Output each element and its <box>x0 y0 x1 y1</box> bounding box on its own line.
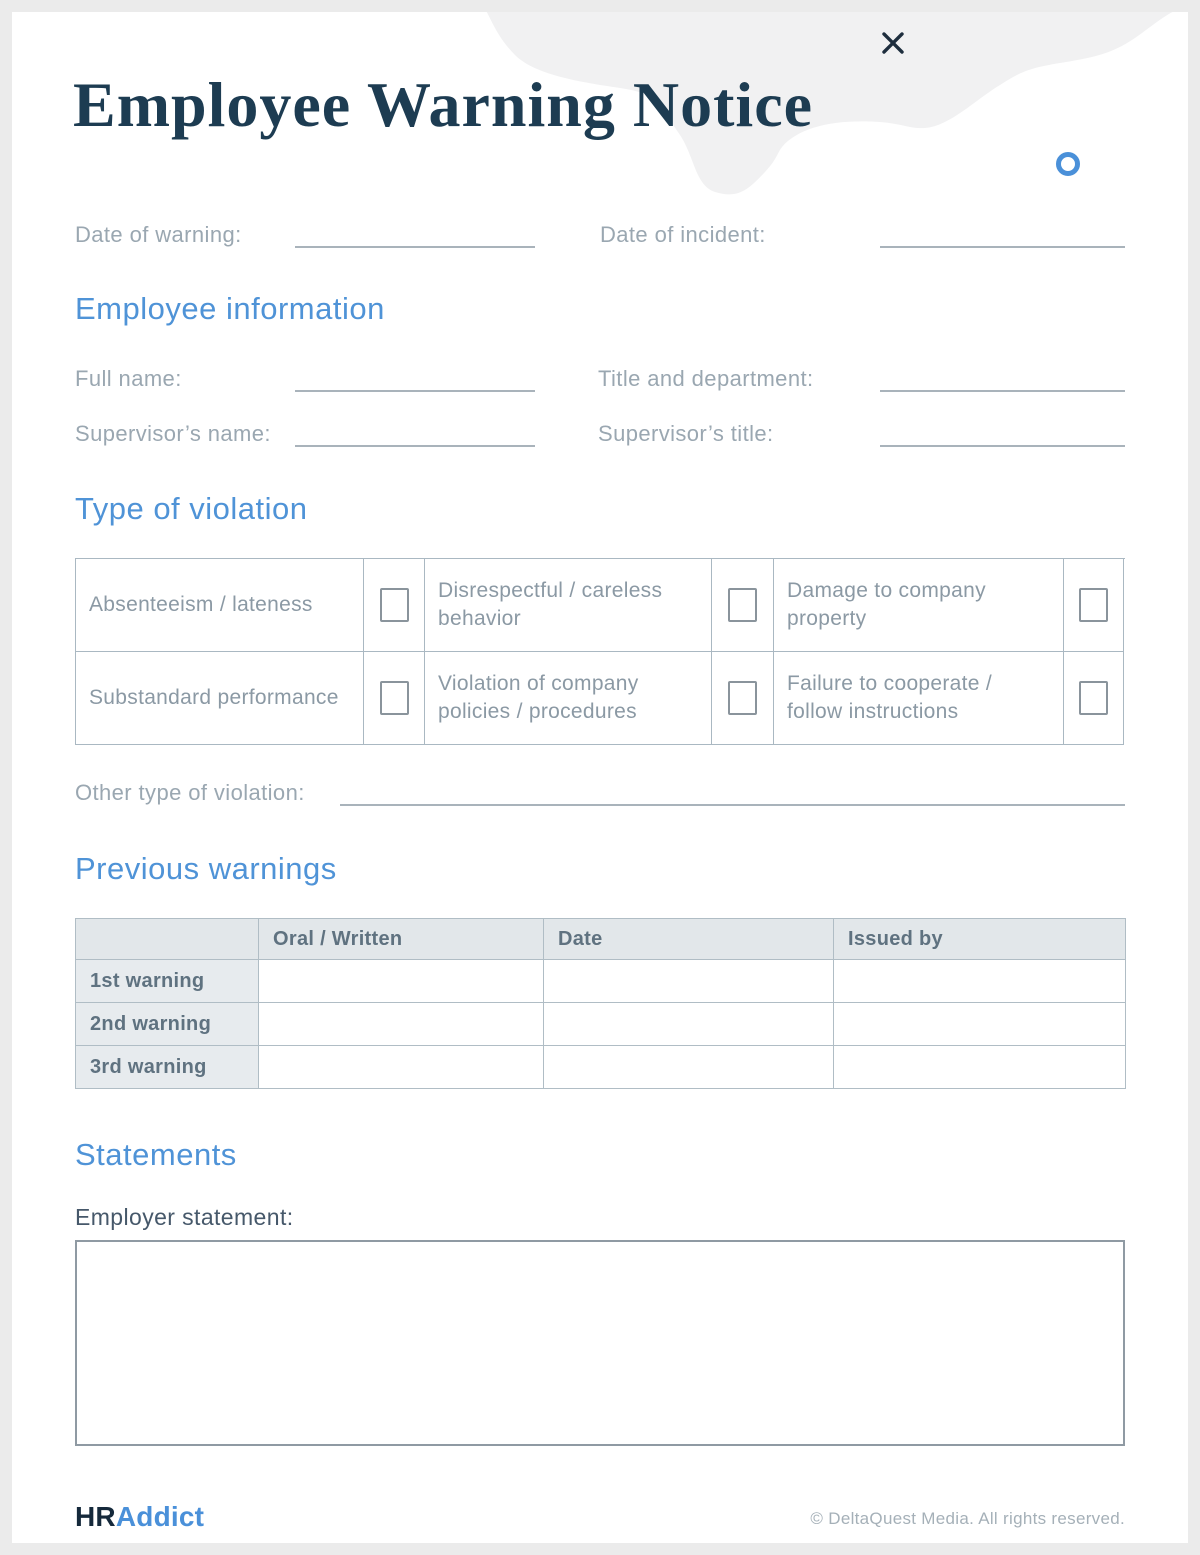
supervisor-name-input[interactable] <box>295 423 535 447</box>
checkbox-substandard-performance[interactable] <box>380 681 409 715</box>
violation-checkbox-cell <box>364 559 425 652</box>
warning2-date-cell[interactable] <box>544 1003 834 1046</box>
other-violation-label: Other type of violation: <box>75 780 305 805</box>
warning2-oral-written-cell[interactable] <box>259 1003 544 1046</box>
employer-statement-label: Employer statement: <box>75 1204 294 1230</box>
supervisor-name-label: Supervisor’s name: <box>75 421 271 446</box>
decorative-circle-icon <box>1056 152 1080 176</box>
copyright-text: © DeltaQuest Media. All rights reserved. <box>810 1509 1125 1528</box>
violation-checkbox-cell <box>1064 652 1124 745</box>
checkbox-disrespectful-behavior[interactable] <box>728 588 757 622</box>
other-violation-input[interactable] <box>340 782 1125 806</box>
warning1-oral-written-cell[interactable] <box>259 960 544 1003</box>
violation-table <box>75 558 1125 745</box>
row-label-3rd-warning: 3rd warning <box>76 1046 259 1089</box>
violation-checkbox-cell <box>712 652 774 745</box>
warning3-date-cell[interactable] <box>544 1046 834 1089</box>
date-of-warning-label: Date of warning: <box>75 222 242 247</box>
employer-statement-input[interactable] <box>75 1240 1125 1446</box>
supervisor-title-label: Supervisor’s title: <box>598 421 774 446</box>
column-header-empty <box>76 919 259 960</box>
checkbox-absenteeism-lateness[interactable] <box>380 588 409 622</box>
column-header-oral-written: Oral / Written <box>259 919 544 960</box>
section-heading-previous-warnings: Previous warnings <box>75 851 337 886</box>
violation-label-absenteeism: Absenteeism / lateness <box>76 559 364 652</box>
warning1-issued-by-cell[interactable] <box>834 960 1126 1003</box>
violation-label-policy: Violation of company policies / procedures <box>425 652 712 745</box>
close-icon[interactable] <box>877 27 909 59</box>
date-of-incident-label: Date of incident: <box>600 222 766 247</box>
violation-label-substandard: Substandard performance <box>76 652 364 745</box>
date-of-incident-input[interactable] <box>880 224 1125 248</box>
checkbox-damage-to-property[interactable] <box>1079 588 1108 622</box>
violation-label-disrespectful: Disrespectful / careless behavior <box>425 559 712 652</box>
date-of-warning-input[interactable] <box>295 224 535 248</box>
warning2-issued-by-cell[interactable] <box>834 1003 1126 1046</box>
table-row <box>76 1046 1126 1089</box>
table-row <box>76 960 1126 1003</box>
column-header-issued-by: Issued by <box>834 919 1126 960</box>
previous-warnings-table <box>75 918 1126 1089</box>
section-heading-employee-information: Employee information <box>75 291 385 326</box>
row-label-2nd-warning: 2nd warning <box>76 1003 259 1046</box>
checkbox-policy-violation[interactable] <box>728 681 757 715</box>
section-heading-statements: Statements <box>75 1137 237 1172</box>
full-name-input[interactable] <box>295 368 535 392</box>
warning3-oral-written-cell[interactable] <box>259 1046 544 1089</box>
checkbox-failure-to-cooperate[interactable] <box>1079 681 1108 715</box>
violation-checkbox-cell <box>712 559 774 652</box>
table-header-row <box>76 919 1126 960</box>
table-row <box>76 1003 1126 1046</box>
section-heading-type-of-violation: Type of violation <box>75 491 308 526</box>
violation-checkbox-cell <box>364 652 425 745</box>
column-header-date: Date <box>544 919 834 960</box>
warning3-issued-by-cell[interactable] <box>834 1046 1126 1089</box>
title-department-label: Title and department: <box>598 366 814 391</box>
logo-addict-text: Addict <box>115 1501 205 1532</box>
violation-checkbox-cell <box>1064 559 1124 652</box>
hraddict-logo <box>75 1501 204 1533</box>
title-department-input[interactable] <box>880 368 1125 392</box>
logo-hr-text: HR <box>75 1501 116 1532</box>
warning1-date-cell[interactable] <box>544 960 834 1003</box>
full-name-label: Full name: <box>75 366 182 391</box>
row-label-1st-warning: 1st warning <box>76 960 259 1003</box>
violation-label-failure-cooperate: Failure to cooperate / follow instructions <box>774 652 1064 745</box>
document-page <box>12 12 1188 1543</box>
violation-label-damage: Damage to company property <box>774 559 1064 652</box>
page-title: Employee Warning Notice <box>73 69 813 140</box>
supervisor-title-input[interactable] <box>880 423 1125 447</box>
